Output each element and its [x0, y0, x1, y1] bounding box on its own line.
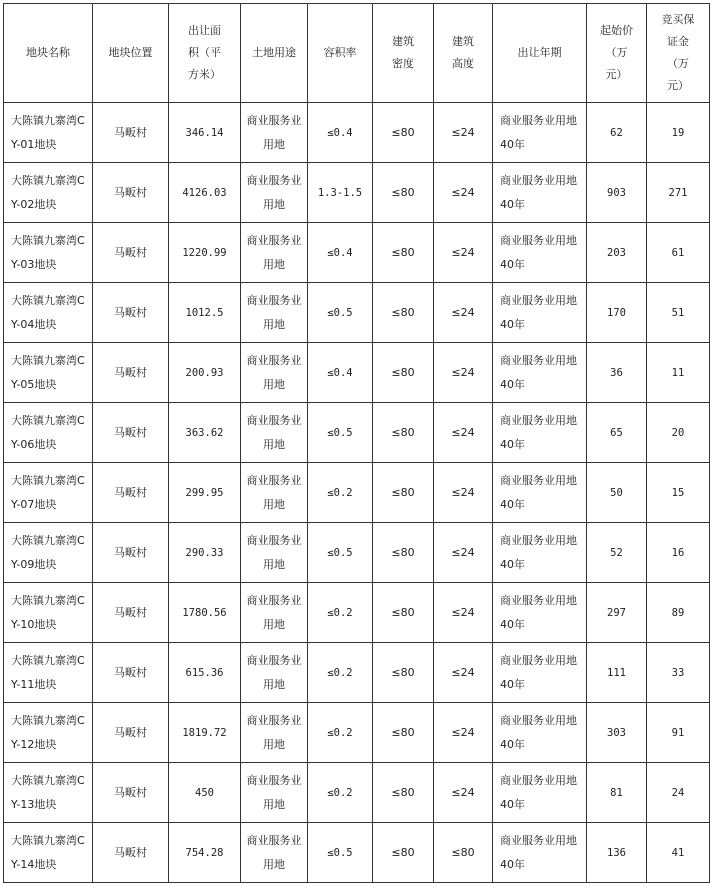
header-row [4, 4, 710, 103]
location-cell: 马畈村 [93, 763, 169, 823]
parcel-name-cell: 大陈镇九寨湾CY-05地块 [4, 343, 93, 403]
deposit-cell: 271 [647, 163, 710, 223]
location-cell: 马畈村 [93, 223, 169, 283]
building-density-cell: ≤80 [373, 823, 434, 883]
building-density-cell: ≤80 [373, 763, 434, 823]
building-height-cell: ≤24 [434, 343, 493, 403]
floor-area-ratio-cell: ≤0.4 [308, 343, 373, 403]
table-row [4, 463, 710, 523]
building-height-cell: ≤24 [434, 703, 493, 763]
term-cell: 商业服务业用地40年 [493, 643, 587, 703]
start-price-cell: 52 [587, 523, 647, 583]
table-row [4, 823, 710, 883]
start-price-cell: 170 [587, 283, 647, 343]
header-location: 地块位置 [93, 4, 169, 103]
floor-area-ratio-cell: ≤0.5 [308, 523, 373, 583]
parcel-name-cell: 大陈镇九寨湾CY-06地块 [4, 403, 93, 463]
floor-area-ratio-cell: ≤0.2 [308, 463, 373, 523]
deposit-cell: 16 [647, 523, 710, 583]
building-density-cell: ≤80 [373, 103, 434, 163]
land-use-cell: 商业服务业用地 [241, 103, 308, 163]
area-cell: 299.95 [169, 463, 241, 523]
header-parcel-name: 地块名称 [4, 4, 93, 103]
parcel-name-cell: 大陈镇九寨湾CY-12地块 [4, 703, 93, 763]
area-cell: 1780.56 [169, 583, 241, 643]
header-area: 出让面积（平方米） [169, 4, 241, 103]
parcel-name-cell: 大陈镇九寨湾CY-13地块 [4, 763, 93, 823]
land-use-cell: 商业服务业用地 [241, 823, 308, 883]
area-cell: 1819.72 [169, 703, 241, 763]
area-cell: 200.93 [169, 343, 241, 403]
start-price-cell: 903 [587, 163, 647, 223]
start-price-cell: 203 [587, 223, 647, 283]
land-parcel-table [3, 3, 710, 883]
building-height-cell: ≤24 [434, 283, 493, 343]
header-land-use: 土地用途 [241, 4, 308, 103]
table-row [4, 223, 710, 283]
table-row [4, 763, 710, 823]
area-cell: 346.14 [169, 103, 241, 163]
table-row [4, 643, 710, 703]
floor-area-ratio-cell: ≤0.5 [308, 283, 373, 343]
area-cell: 1012.5 [169, 283, 241, 343]
land-use-cell: 商业服务业用地 [241, 523, 308, 583]
header-start-price: 起始价（万元） [587, 4, 647, 103]
term-cell: 商业服务业用地40年 [493, 283, 587, 343]
area-cell: 615.36 [169, 643, 241, 703]
building-density-cell: ≤80 [373, 403, 434, 463]
land-use-cell: 商业服务业用地 [241, 283, 308, 343]
land-use-cell: 商业服务业用地 [241, 223, 308, 283]
term-cell: 商业服务业用地40年 [493, 223, 587, 283]
term-cell: 商业服务业用地40年 [493, 703, 587, 763]
building-height-cell: ≤24 [434, 163, 493, 223]
location-cell: 马畈村 [93, 523, 169, 583]
term-cell: 商业服务业用地40年 [493, 403, 587, 463]
deposit-cell: 61 [647, 223, 710, 283]
start-price-cell: 111 [587, 643, 647, 703]
area-cell: 363.62 [169, 403, 241, 463]
term-cell: 商业服务业用地40年 [493, 763, 587, 823]
land-use-cell: 商业服务业用地 [241, 163, 308, 223]
building-density-cell: ≤80 [373, 703, 434, 763]
header-deposit: 竞买保证金（万元） [647, 4, 710, 103]
deposit-cell: 89 [647, 583, 710, 643]
start-price-cell: 136 [587, 823, 647, 883]
building-height-cell: ≤24 [434, 403, 493, 463]
location-cell: 马畈村 [93, 583, 169, 643]
term-cell: 商业服务业用地40年 [493, 583, 587, 643]
floor-area-ratio-cell: ≤0.5 [308, 403, 373, 463]
start-price-cell: 62 [587, 103, 647, 163]
parcel-name-cell: 大陈镇九寨湾CY-09地块 [4, 523, 93, 583]
table-row [4, 403, 710, 463]
parcel-name-cell: 大陈镇九寨湾CY-04地块 [4, 283, 93, 343]
building-density-cell: ≤80 [373, 283, 434, 343]
area-cell: 4126.03 [169, 163, 241, 223]
land-use-cell: 商业服务业用地 [241, 703, 308, 763]
term-cell: 商业服务业用地40年 [493, 823, 587, 883]
start-price-cell: 36 [587, 343, 647, 403]
location-cell: 马畈村 [93, 343, 169, 403]
land-use-cell: 商业服务业用地 [241, 583, 308, 643]
start-price-cell: 297 [587, 583, 647, 643]
floor-area-ratio-cell: ≤0.2 [308, 763, 373, 823]
parcel-name-cell: 大陈镇九寨湾CY-11地块 [4, 643, 93, 703]
deposit-cell: 41 [647, 823, 710, 883]
building-density-cell: ≤80 [373, 463, 434, 523]
location-cell: 马畈村 [93, 103, 169, 163]
deposit-cell: 11 [647, 343, 710, 403]
table-row [4, 523, 710, 583]
building-height-cell: ≤24 [434, 103, 493, 163]
table-row [4, 103, 710, 163]
header-floor-area-ratio: 容积率 [308, 4, 373, 103]
deposit-cell: 24 [647, 763, 710, 823]
building-density-cell: ≤80 [373, 583, 434, 643]
header-building-height: 建筑高度 [434, 4, 493, 103]
table-row [4, 163, 710, 223]
parcel-name-cell: 大陈镇九寨湾CY-07地块 [4, 463, 93, 523]
building-height-cell: ≤24 [434, 463, 493, 523]
floor-area-ratio-cell: ≤0.4 [308, 103, 373, 163]
floor-area-ratio-cell: ≤0.2 [308, 703, 373, 763]
parcel-name-cell: 大陈镇九寨湾CY-01地块 [4, 103, 93, 163]
land-use-cell: 商业服务业用地 [241, 643, 308, 703]
building-density-cell: ≤80 [373, 523, 434, 583]
floor-area-ratio-cell: ≤0.4 [308, 223, 373, 283]
area-cell: 754.28 [169, 823, 241, 883]
table-row [4, 343, 710, 403]
floor-area-ratio-cell: 1.3-1.5 [308, 163, 373, 223]
building-density-cell: ≤80 [373, 643, 434, 703]
floor-area-ratio-cell: ≤0.2 [308, 643, 373, 703]
building-height-cell: ≤24 [434, 223, 493, 283]
start-price-cell: 303 [587, 703, 647, 763]
table-row [4, 703, 710, 763]
building-height-cell: ≤24 [434, 643, 493, 703]
table-row [4, 283, 710, 343]
term-cell: 商业服务业用地40年 [493, 463, 587, 523]
location-cell: 马畈村 [93, 283, 169, 343]
area-cell: 290.33 [169, 523, 241, 583]
header-term: 出让年期 [493, 4, 587, 103]
deposit-cell: 91 [647, 703, 710, 763]
area-cell: 450 [169, 763, 241, 823]
location-cell: 马畈村 [93, 823, 169, 883]
floor-area-ratio-cell: ≤0.5 [308, 823, 373, 883]
term-cell: 商业服务业用地40年 [493, 343, 587, 403]
location-cell: 马畈村 [93, 403, 169, 463]
location-cell: 马畈村 [93, 703, 169, 763]
area-cell: 1220.99 [169, 223, 241, 283]
table-row [4, 583, 710, 643]
land-use-cell: 商业服务业用地 [241, 763, 308, 823]
location-cell: 马畈村 [93, 643, 169, 703]
term-cell: 商业服务业用地40年 [493, 523, 587, 583]
location-cell: 马畈村 [93, 163, 169, 223]
land-use-cell: 商业服务业用地 [241, 463, 308, 523]
land-use-cell: 商业服务业用地 [241, 343, 308, 403]
deposit-cell: 33 [647, 643, 710, 703]
building-height-cell: ≤24 [434, 583, 493, 643]
location-cell: 马畈村 [93, 463, 169, 523]
start-price-cell: 81 [587, 763, 647, 823]
building-density-cell: ≤80 [373, 163, 434, 223]
deposit-cell: 19 [647, 103, 710, 163]
building-density-cell: ≤80 [373, 343, 434, 403]
deposit-cell: 51 [647, 283, 710, 343]
term-cell: 商业服务业用地40年 [493, 163, 587, 223]
floor-area-ratio-cell: ≤0.2 [308, 583, 373, 643]
building-height-cell: ≤80 [434, 823, 493, 883]
parcel-name-cell: 大陈镇九寨湾CY-03地块 [4, 223, 93, 283]
parcel-name-cell: 大陈镇九寨湾CY-02地块 [4, 163, 93, 223]
start-price-cell: 50 [587, 463, 647, 523]
term-cell: 商业服务业用地40年 [493, 103, 587, 163]
parcel-name-cell: 大陈镇九寨湾CY-14地块 [4, 823, 93, 883]
deposit-cell: 15 [647, 463, 710, 523]
land-use-cell: 商业服务业用地 [241, 403, 308, 463]
start-price-cell: 65 [587, 403, 647, 463]
building-density-cell: ≤80 [373, 223, 434, 283]
building-height-cell: ≤24 [434, 763, 493, 823]
deposit-cell: 20 [647, 403, 710, 463]
header-building-density: 建筑密度 [373, 4, 434, 103]
parcel-name-cell: 大陈镇九寨湾CY-10地块 [4, 583, 93, 643]
building-height-cell: ≤24 [434, 523, 493, 583]
